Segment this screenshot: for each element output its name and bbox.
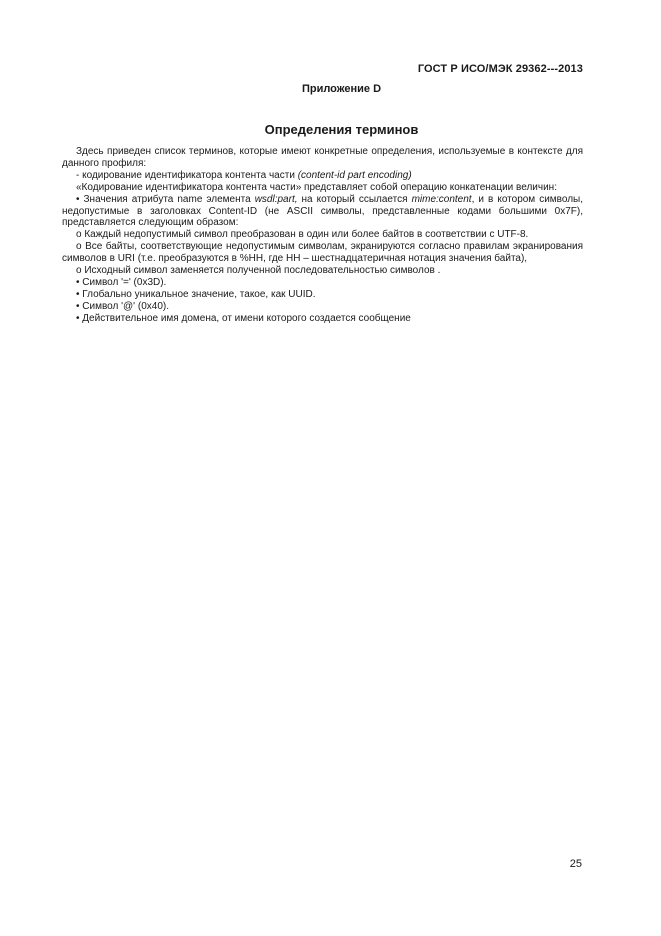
bullet-equals-symbol: • Символ '=' (0x3D). (76, 276, 167, 288)
body-text (62, 146, 583, 325)
sub-item-replacement: o Исходный символ заменяется полученной последовательностью символов . (76, 265, 441, 277)
definition-paragraph: «Кодирование идентификатора контента части» представляет собой операцию конкатенации величин: (76, 181, 557, 193)
term-item-english: (content-id part encoding) (297, 169, 412, 181)
bullet-name-suffix: , и в котором символы, недопустимые в заголовках Content-ID (не ASCII символы, представленные кодами большими 0x7F), представляется следующим образом: (62, 193, 584, 229)
sub-item-escaping: o Все байты, соответствующие недопустимым символам, экранируются согласно правилам экранирования символов в URI (т.е. преобразуются в %HH, где HH – шестнадцатеричная нотация значения байта), (62, 241, 583, 265)
wsdl-part-element: wsdl:part, (254, 193, 298, 205)
bullet-name-attribute (62, 194, 583, 230)
standard-code: ГОСТ Р ИСО/МЭК 29362---2013 (417, 63, 583, 75)
section-title: Определения терминов (264, 122, 419, 137)
term-item-prefix: - кодирование идентификатора контента части (76, 169, 298, 181)
sub-item-utf8: o Каждый недопустимый символ преобразован в один или более байтов в соответствии с UTF-8. (76, 229, 529, 241)
intro-paragraph: Здесь приведен список терминов, которые имеют конкретные определения, используемые в контексте для данного профиля: (62, 146, 583, 169)
bullet-name-prefix: • Значения атрибута name элемента (76, 193, 255, 205)
bullet-at-symbol: • Символ '@' (0x40). (76, 300, 169, 312)
bullet-name-mid: на который ссылается (297, 193, 412, 205)
page-number: 25 (569, 858, 582, 870)
appendix-label: Приложение D (301, 83, 382, 95)
term-item (62, 170, 583, 182)
mime-content-element: mime:content (411, 193, 472, 205)
bullet-domain-name: • Действительное имя домена, от имени которого создается сообщение (76, 312, 411, 324)
bullet-uuid: • Глобально уникальное значение, такое, как UUID. (76, 288, 316, 300)
